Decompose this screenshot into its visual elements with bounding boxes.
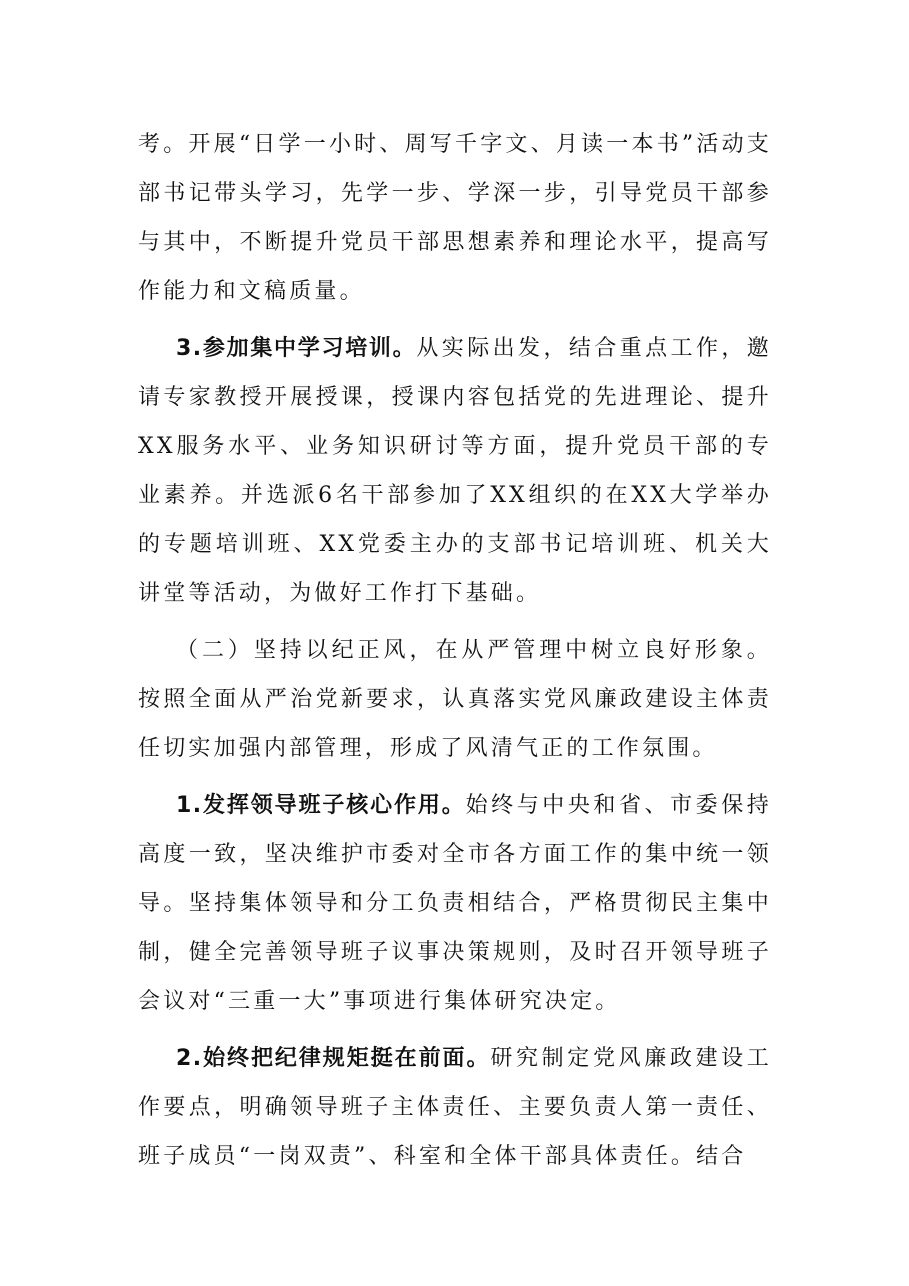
paragraph-training [138,324,772,618]
paragraph-heading: 3.参加集中学习培训。 [176,336,417,361]
paragraph-text: 始终与中央和省、市委保持高度一致，坚决维护市委对全市各方面工作的集中统一领导。坚持集体领导和分工负责相结合，严格贯彻民主集中制，健全完善领导班子议事决策规则，及时召开领导班子会议对“三重一大”事项进行集体研究决定。 [138,793,772,1014]
paragraph-text: （二）坚持以纪正风，在从严管理中树立良好形象。按照全面从严治党新要求，认真落实党风廉政建设主体责任切实加强内部管理，形成了风清气正的工作氛围。 [138,638,772,761]
paragraph-text: 考。开展“日学一小时、周写千字文、月读一本书”活动支部书记带头学习，先学一步、学深一步，引导党员干部参与其中，不断提升党员干部思想素养和理论水平，提高写作能力和文稿质量。 [138,132,772,304]
paragraph-text: 从实际出发，结合重点工作，邀请专家教授开展授课，授课内容包括党的先进理论、提升XX服务水平、业务知识研讨等方面，提升党员干部的专业素养。并选派6名干部参加了XX组织的在XX大学举办的专题培训班、XX党委主办的支部书记培训班、机关大讲堂等活动，为做好工作打下基础。 [138,336,772,606]
paragraph-text: 研究制定党风廉政建设工作要点，明确领导班子主体责任、主要负责人第一责任、班子成员“一岗双责”、科室和全体干部具体责任。结合 [138,1046,772,1169]
document-body [138,120,772,1181]
paragraph-heading: 2.始终把纪律规矩挺在前面。 [176,1046,491,1071]
paragraph-heading: 1.发挥领导班子核心作用。 [176,793,466,818]
paragraph-leadership [138,781,772,1026]
section-heading-discipline [138,626,772,773]
paragraph-rules [138,1034,772,1181]
paragraph-continuation [138,120,772,316]
